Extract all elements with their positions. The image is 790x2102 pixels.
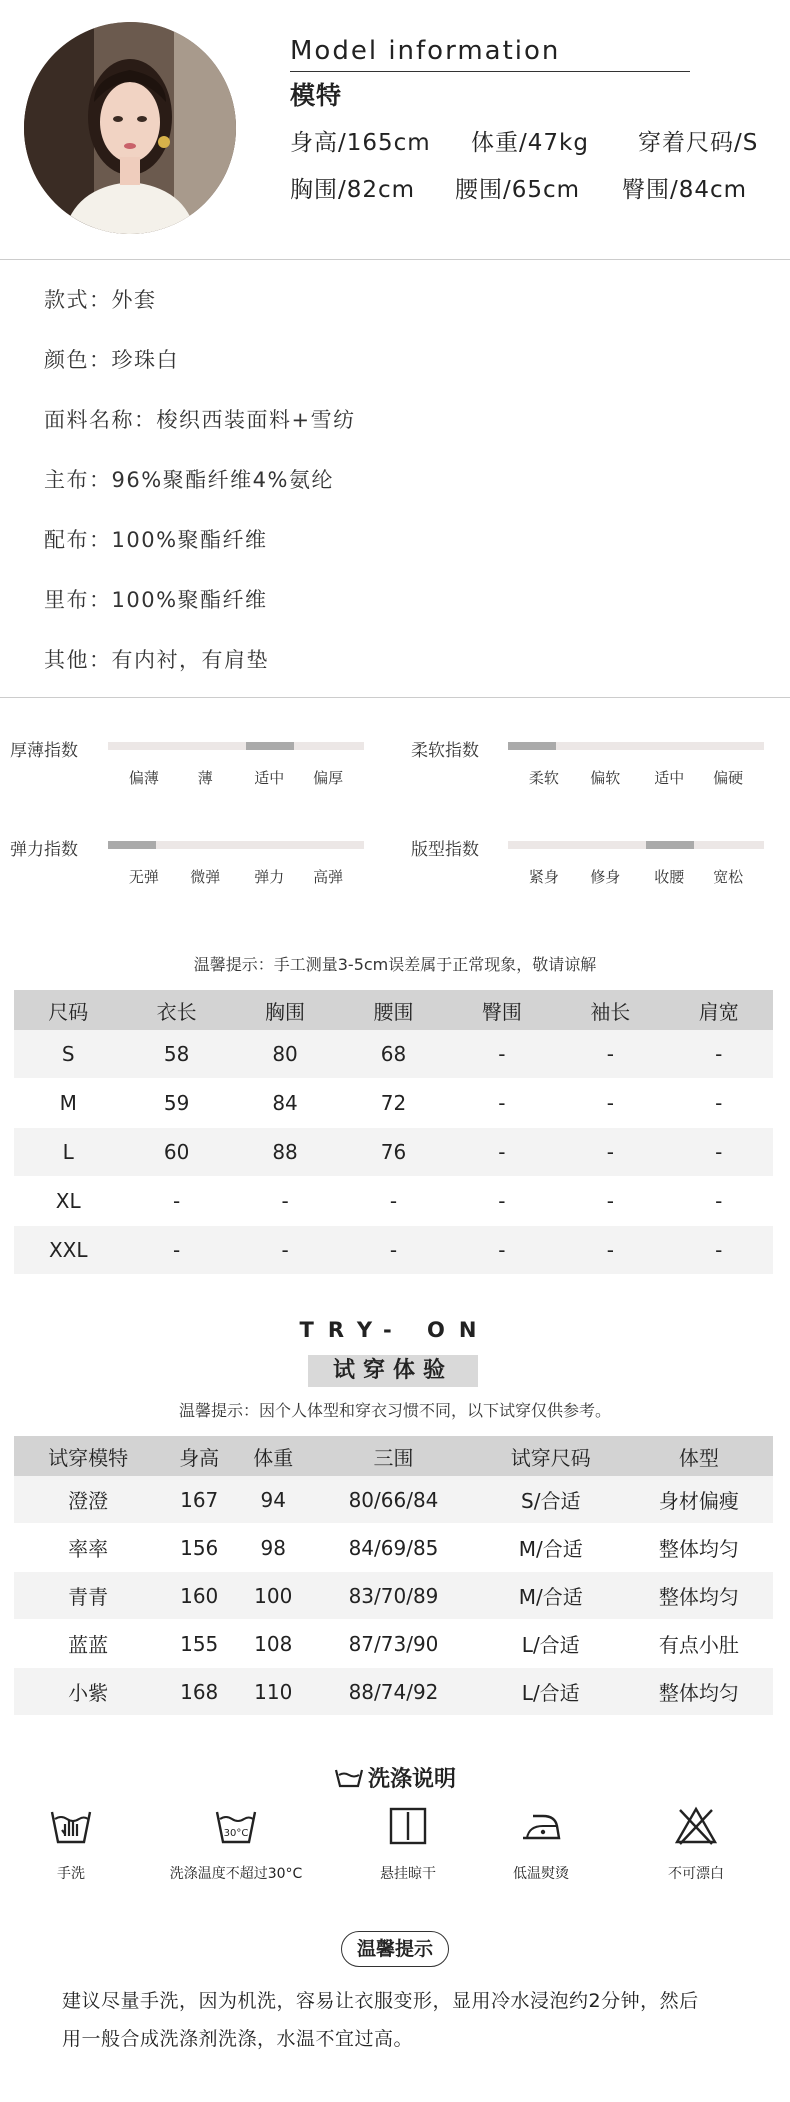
table-cell: - bbox=[556, 1079, 664, 1128]
table-cell: 72 bbox=[339, 1079, 447, 1128]
column-header: 三围 bbox=[310, 1436, 476, 1476]
table-cell: 88 bbox=[231, 1128, 339, 1177]
index-tick: 偏硬 bbox=[713, 769, 744, 787]
table-row bbox=[14, 1620, 773, 1668]
spec-lining: 里布：100%聚酯纤维 bbox=[44, 588, 268, 612]
table-cell: 蓝蓝 bbox=[14, 1620, 162, 1668]
table-cell: 58 bbox=[122, 1030, 230, 1079]
column-header: 衣长 bbox=[122, 990, 230, 1030]
table-cell: 88/74/92 bbox=[310, 1668, 476, 1716]
divider bbox=[0, 697, 790, 698]
table-cell: - bbox=[448, 1079, 556, 1128]
table-cell: - bbox=[665, 1128, 773, 1177]
svg-text:30°C: 30°C bbox=[223, 1828, 249, 1839]
table-cell: 160 bbox=[162, 1572, 236, 1620]
table-row bbox=[14, 1128, 773, 1177]
index-track bbox=[508, 841, 764, 849]
index-track bbox=[508, 742, 764, 750]
column-header: 体重 bbox=[236, 1436, 310, 1476]
model-avatar bbox=[24, 22, 236, 234]
index-tick: 偏薄 bbox=[128, 769, 159, 787]
table-cell: - bbox=[122, 1177, 230, 1226]
table-row bbox=[14, 1476, 773, 1524]
index-tick: 高弹 bbox=[313, 868, 344, 886]
table-cell: 94 bbox=[236, 1476, 310, 1524]
table-cell: 87/73/90 bbox=[310, 1620, 476, 1668]
column-header: 体型 bbox=[625, 1436, 773, 1476]
column-header: 试穿尺码 bbox=[477, 1436, 625, 1476]
tryon-note: 温馨提示：因个人体型和穿衣习惯不同，以下试穿仅供参考。 bbox=[178, 1401, 611, 1420]
index-highlight bbox=[646, 841, 694, 849]
table-cell: XXL bbox=[14, 1226, 122, 1275]
index-highlight bbox=[508, 742, 556, 750]
wash-30-icon bbox=[214, 1806, 258, 1846]
table-row bbox=[14, 1030, 773, 1079]
hang-dry-icon bbox=[386, 1806, 430, 1846]
index-label: 弹力指数 bbox=[10, 840, 78, 860]
table-row bbox=[14, 1177, 773, 1226]
tip-title: 温馨提示 bbox=[341, 1931, 449, 1967]
table-cell: 110 bbox=[236, 1668, 310, 1716]
table-cell: 80/66/84 bbox=[310, 1476, 476, 1524]
table-cell: - bbox=[448, 1128, 556, 1177]
model-size: 穿着尺码/S bbox=[638, 130, 759, 156]
table-cell: M/合适 bbox=[477, 1572, 625, 1620]
no-bleach-icon bbox=[674, 1806, 718, 1846]
table-cell: L/合适 bbox=[477, 1668, 625, 1716]
column-header: 身高 bbox=[162, 1436, 236, 1476]
index-tick: 宽松 bbox=[713, 868, 744, 886]
column-header: 袖长 bbox=[556, 990, 664, 1030]
index-tick: 适中 bbox=[654, 769, 685, 787]
index-tick: 偏厚 bbox=[313, 769, 344, 787]
table-cell: 率率 bbox=[14, 1524, 162, 1572]
title-underline bbox=[290, 71, 690, 72]
index-tick: 微弹 bbox=[190, 868, 221, 886]
index-label: 厚薄指数 bbox=[10, 741, 78, 761]
table-cell: M bbox=[14, 1079, 122, 1128]
table-cell: - bbox=[665, 1226, 773, 1275]
table-cell: 青青 bbox=[14, 1572, 162, 1620]
table-cell: 155 bbox=[162, 1620, 236, 1668]
column-header: 尺码 bbox=[14, 990, 122, 1030]
wash-label-bleach: 不可漂白 bbox=[668, 1866, 724, 1882]
spec-color: 颜色：珍珠白 bbox=[44, 348, 179, 372]
table-row bbox=[14, 1079, 773, 1128]
column-header: 肩宽 bbox=[665, 990, 773, 1030]
table-cell: 身材偏瘦 bbox=[625, 1476, 773, 1524]
table-cell: - bbox=[556, 1226, 664, 1275]
index-tick: 偏软 bbox=[590, 769, 621, 787]
table-cell: - bbox=[448, 1030, 556, 1079]
table-cell: 98 bbox=[236, 1524, 310, 1572]
table-cell: S/合适 bbox=[477, 1476, 625, 1524]
hand-wash-icon bbox=[49, 1806, 93, 1846]
model-subtitle: 模特 bbox=[290, 81, 343, 110]
model-weight: 体重/47kg bbox=[471, 130, 589, 156]
low-iron-icon bbox=[519, 1806, 563, 1846]
table-row bbox=[14, 1572, 773, 1620]
table-cell: S bbox=[14, 1030, 122, 1079]
model-info-title: Model information bbox=[290, 36, 561, 66]
index-tick: 弹力 bbox=[254, 868, 285, 886]
index-tick: 柔软 bbox=[528, 769, 559, 787]
table-cell: - bbox=[556, 1128, 664, 1177]
tip-line: 用一般合成洗涤剂洗涤，水温不宜过高。 bbox=[62, 2028, 414, 2050]
wash-label-iron: 低温熨烫 bbox=[513, 1866, 569, 1882]
model-waist: 腰围/65cm bbox=[455, 177, 581, 203]
index-track bbox=[108, 841, 364, 849]
index-tick: 紧身 bbox=[528, 868, 559, 886]
spec-style: 款式：外套 bbox=[44, 288, 157, 312]
index-highlight bbox=[108, 841, 156, 849]
index-tick: 收腰 bbox=[654, 868, 685, 886]
index-tick: 适中 bbox=[254, 769, 285, 787]
table-cell: - bbox=[448, 1226, 556, 1275]
column-header: 臀围 bbox=[448, 990, 556, 1030]
table-cell: - bbox=[122, 1226, 230, 1275]
table-cell: 整体均匀 bbox=[625, 1572, 773, 1620]
column-header: 腰围 bbox=[339, 990, 447, 1030]
table-cell: - bbox=[231, 1177, 339, 1226]
model-bust: 胸围/82cm bbox=[290, 177, 416, 203]
index-tick: 修身 bbox=[590, 868, 621, 886]
spec-accessory-cloth: 配布：100%聚酯纤维 bbox=[44, 528, 268, 552]
table-cell: - bbox=[339, 1226, 447, 1275]
divider bbox=[0, 259, 790, 260]
table-cell: 156 bbox=[162, 1524, 236, 1572]
wash-label-hang: 悬挂晾干 bbox=[380, 1866, 436, 1882]
table-cell: 168 bbox=[162, 1668, 236, 1716]
table-cell: - bbox=[665, 1030, 773, 1079]
tryon-table bbox=[14, 1436, 773, 1716]
table-cell: - bbox=[339, 1177, 447, 1226]
table-cell: 84/69/85 bbox=[310, 1524, 476, 1572]
table-cell: 108 bbox=[236, 1620, 310, 1668]
basin-icon bbox=[334, 1767, 364, 1789]
table-cell: 76 bbox=[339, 1128, 447, 1177]
table-cell: 澄澄 bbox=[14, 1476, 162, 1524]
tip-line: 建议尽量手洗，因为机洗，容易让衣服变形，显用冷水浸泡约2分钟，然后 bbox=[62, 1990, 699, 2012]
index-label: 柔软指数 bbox=[411, 741, 479, 761]
index-highlight bbox=[246, 742, 294, 750]
table-cell: 83/70/89 bbox=[310, 1572, 476, 1620]
table-row bbox=[14, 1524, 773, 1572]
table-cell: 小紫 bbox=[14, 1668, 162, 1716]
size-note: 温馨提示：手工测量3-5cm误差属于正常现象，敬请谅解 bbox=[193, 955, 597, 974]
table-cell: 整体均匀 bbox=[625, 1668, 773, 1716]
table-cell: L/合适 bbox=[477, 1620, 625, 1668]
table-cell: 59 bbox=[122, 1079, 230, 1128]
table-cell: 80 bbox=[231, 1030, 339, 1079]
table-cell: XL bbox=[14, 1177, 122, 1226]
spec-fabric: 面料名称：梭织西装面料+雪纺 bbox=[44, 408, 356, 432]
table-cell: 167 bbox=[162, 1476, 236, 1524]
table-cell: - bbox=[665, 1177, 773, 1226]
model-height: 身高/165cm bbox=[290, 130, 431, 156]
tryon-title: TRY- ON bbox=[299, 1318, 491, 1342]
index-tick: 薄 bbox=[197, 769, 213, 787]
table-row bbox=[14, 1226, 773, 1275]
spec-main-cloth: 主布：96%聚酯纤维4%氨纶 bbox=[44, 468, 334, 492]
table-cell: L bbox=[14, 1128, 122, 1177]
index-tick: 无弹 bbox=[128, 868, 159, 886]
table-cell: M/合适 bbox=[477, 1524, 625, 1572]
column-header: 胸围 bbox=[231, 990, 339, 1030]
index-track bbox=[108, 742, 364, 750]
size-table bbox=[14, 990, 773, 1275]
spec-other: 其他：有内衬，有肩垫 bbox=[44, 648, 269, 672]
table-cell: 100 bbox=[236, 1572, 310, 1620]
table-cell: - bbox=[556, 1030, 664, 1079]
model-hip: 臀围/84cm bbox=[622, 177, 748, 203]
wash-section bbox=[0, 1762, 790, 1793]
table-cell: 60 bbox=[122, 1128, 230, 1177]
tip-text bbox=[62, 1982, 742, 2058]
wash-title: 洗涤说明 bbox=[367, 1767, 456, 1792]
wash-label-hand: 手洗 bbox=[57, 1866, 85, 1882]
table-cell: - bbox=[556, 1177, 664, 1226]
table-cell: 有点小肚 bbox=[625, 1620, 773, 1668]
tryon-subtitle: 试穿体验 bbox=[308, 1355, 478, 1387]
index-label: 版型指数 bbox=[411, 840, 479, 860]
table-row bbox=[14, 1668, 773, 1716]
table-cell: 整体均匀 bbox=[625, 1524, 773, 1572]
wash-label-temp: 洗涤温度不超过30°C bbox=[169, 1866, 303, 1882]
table-cell: 84 bbox=[231, 1079, 339, 1128]
table-cell: - bbox=[231, 1226, 339, 1275]
column-header: 试穿模特 bbox=[14, 1436, 162, 1476]
table-cell: 68 bbox=[339, 1030, 447, 1079]
table-cell: - bbox=[448, 1177, 556, 1226]
table-cell: - bbox=[665, 1079, 773, 1128]
